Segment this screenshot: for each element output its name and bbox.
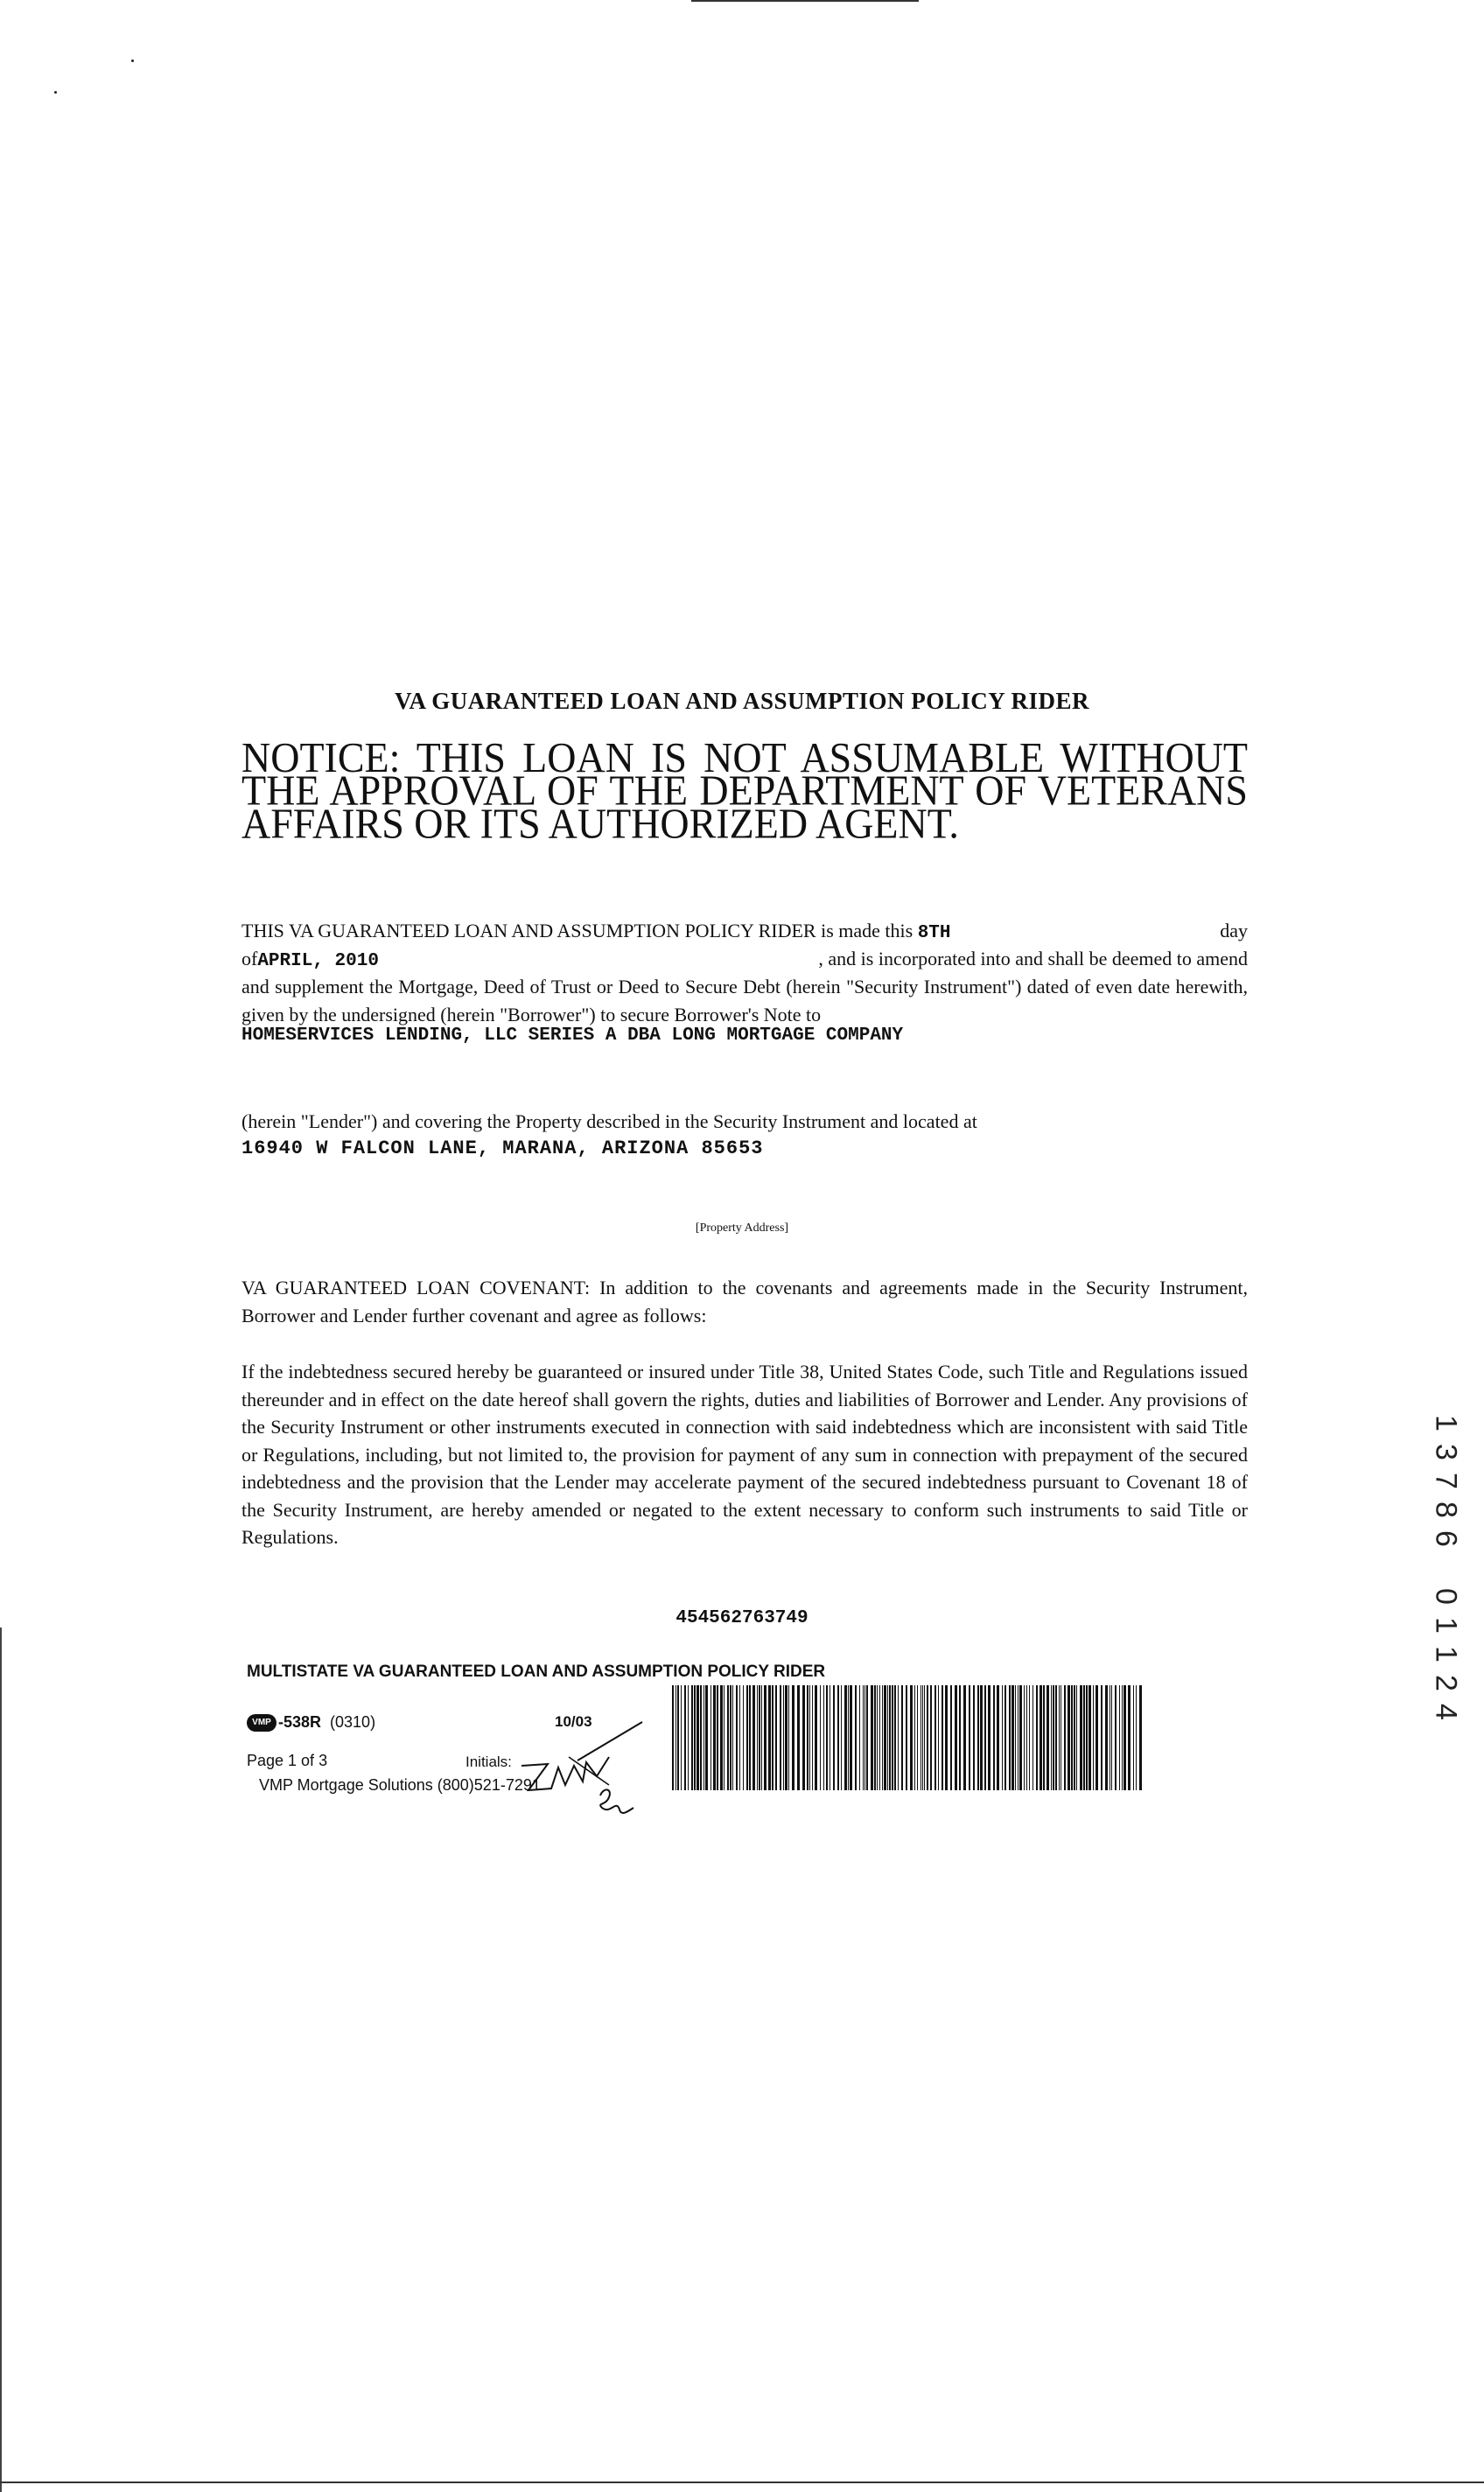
side-stamp-digit: 8 <box>1429 1502 1463 1518</box>
barcode-bar <box>877 1685 878 1790</box>
barcode-bar <box>1051 1685 1052 1790</box>
initials-label: Initials: <box>466 1754 512 1770</box>
barcode-bar <box>1136 1685 1137 1790</box>
barcode-bar <box>772 1685 774 1790</box>
barcode-bar <box>1053 1685 1054 1790</box>
barcode-bar <box>884 1685 886 1790</box>
barcode-bar <box>1009 1685 1011 1790</box>
barcode-bar <box>710 1685 711 1790</box>
date-value: APRIL, 2010 <box>257 951 379 971</box>
barcode-bar <box>863 1685 864 1790</box>
side-stamp-number <box>1428 1409 1463 1726</box>
barcode-bar <box>1064 1685 1066 1790</box>
barcode-bar <box>677 1685 679 1790</box>
barcode-bar <box>1040 1685 1042 1790</box>
barcode-bar <box>914 1685 915 1790</box>
form-revision: 10/03 <box>555 1713 592 1730</box>
barcode-bar <box>1096 1685 1098 1790</box>
barcode-bar <box>959 1685 961 1790</box>
barcode-bar <box>1036 1685 1038 1790</box>
barcode-bar <box>977 1685 979 1790</box>
barcode-bar <box>1105 1685 1108 1790</box>
barcode-bar <box>732 1685 733 1790</box>
barcode-bar <box>746 1685 748 1790</box>
intro-rest: , and is incorporated into and shall be deemed to amend <box>818 948 1248 970</box>
barcode-bar <box>882 1685 883 1790</box>
barcode-bar <box>1029 1685 1030 1790</box>
barcode-bar <box>1133 1685 1134 1790</box>
barcode-bar <box>837 1685 839 1790</box>
barcode-bar <box>892 1685 893 1790</box>
barcode-bar <box>759 1685 760 1790</box>
barcode-bar <box>672 1685 674 1790</box>
side-stamp-digit: 6 <box>1429 1530 1463 1547</box>
barcode-bar <box>1111 1685 1112 1790</box>
barcode <box>672 1685 1144 1790</box>
barcode-bar <box>993 1685 995 1790</box>
barcode-bar <box>997 1685 999 1790</box>
barcode-bar <box>942 1685 943 1790</box>
barcode-bar <box>924 1685 925 1790</box>
barcode-bar <box>1093 1685 1094 1790</box>
barcode-bar <box>807 1685 808 1790</box>
barcode-bar <box>841 1685 842 1790</box>
barcode-bar <box>757 1685 758 1790</box>
day-word: day <box>1220 920 1248 942</box>
barcode-bar <box>894 1685 896 1790</box>
barcode-bar <box>749 1685 751 1790</box>
form-title: MULTISTATE VA GUARANTEED LOAN AND ASSUMPTION POLICY RIDER <box>247 1662 826 1681</box>
barcode-bar <box>1043 1685 1045 1790</box>
barcode-bar <box>955 1685 957 1790</box>
barcode-bar <box>684 1685 686 1790</box>
barcode-bar <box>736 1685 738 1790</box>
barcode-bar <box>743 1685 744 1790</box>
barcode-bar <box>812 1685 813 1790</box>
barcode-bar <box>864 1685 865 1790</box>
barcode-bar <box>783 1685 784 1790</box>
barcode-bar <box>1076 1685 1077 1790</box>
barcode-bar <box>920 1685 921 1790</box>
of-word: of <box>242 948 258 970</box>
property-address-caption: [Property Address] <box>695 1222 789 1235</box>
barcode-bar <box>694 1685 696 1790</box>
intro-line-2 <box>242 945 1248 973</box>
form-id-row <box>247 1713 375 1732</box>
barcode-bar <box>713 1685 716 1790</box>
barcode-bar <box>681 1685 682 1790</box>
barcode-bar <box>780 1685 781 1790</box>
barcode-bar <box>691 1685 693 1790</box>
barcode-bar <box>802 1685 805 1790</box>
side-stamp-digit: 1 <box>1429 1415 1463 1432</box>
barcode-bar <box>820 1685 821 1790</box>
barcode-bar <box>906 1685 907 1790</box>
barcode-bar <box>1139 1685 1142 1790</box>
barcode-bar <box>826 1685 828 1790</box>
barcode-bar <box>1071 1685 1073 1790</box>
form-number: -538R <box>278 1713 322 1731</box>
barcode-bar <box>855 1685 857 1790</box>
barcode-bar <box>1015 1685 1016 1790</box>
barcode-bar <box>859 1685 860 1790</box>
page-number: Page 1 of 3 <box>247 1752 328 1769</box>
barcode-bar <box>866 1685 868 1790</box>
barcode-bar <box>1086 1685 1088 1790</box>
barcode-bar <box>1024 1685 1025 1790</box>
barcode-bar <box>980 1685 983 1790</box>
barcode-bar <box>768 1685 771 1790</box>
scan-edge-line <box>691 0 919 2</box>
barcode-bar <box>898 1685 899 1790</box>
barcode-bar <box>809 1685 810 1790</box>
barcode-bar <box>788 1685 789 1790</box>
barcode-bar <box>785 1685 788 1790</box>
barcode-bar <box>889 1685 891 1790</box>
side-stamp-digit: 0 <box>1429 1588 1463 1605</box>
barcode-bar <box>1012 1685 1014 1790</box>
barcode-bar <box>1046 1685 1049 1790</box>
side-stamp-digit: 1 <box>1429 1646 1463 1662</box>
barcode-bar <box>815 1685 817 1790</box>
side-stamp-digit: 7 <box>1429 1473 1463 1489</box>
barcode-bar <box>1080 1685 1082 1790</box>
barcode-bar <box>797 1685 800 1790</box>
barcode-bar <box>688 1685 689 1790</box>
barcode-bar <box>950 1685 952 1790</box>
barcode-bar <box>764 1685 766 1790</box>
barcode-bar <box>844 1685 847 1790</box>
barcode-bar <box>1088 1685 1091 1790</box>
barcode-bar <box>1032 1685 1033 1790</box>
barcode-bar <box>927 1685 928 1790</box>
barcode-bar <box>922 1685 923 1790</box>
barcode-bar <box>879 1685 880 1790</box>
barcode-bar <box>874 1685 876 1790</box>
property-address: 16940 W FALCON LANE, MARANA, ARIZONA 85653 <box>242 1138 764 1159</box>
barcode-bar <box>1019 1685 1022 1790</box>
barcode-bar <box>1068 1685 1070 1790</box>
barcode-bar <box>1002 1685 1003 1790</box>
barcode-bar <box>910 1685 913 1790</box>
barcode-bar <box>984 1685 986 1790</box>
barcode-bar <box>727 1685 729 1790</box>
barcode-bar <box>973 1685 975 1790</box>
scan-speck <box>54 91 57 94</box>
barcode-bar <box>730 1685 732 1790</box>
barcode-bar <box>938 1685 939 1790</box>
side-stamp-digit: 4 <box>1429 1704 1463 1720</box>
barcode-bar <box>1128 1685 1130 1790</box>
scan-left-edge <box>0 1628 2 2492</box>
barcode-bar <box>917 1685 918 1790</box>
barcode-bar <box>1059 1685 1060 1790</box>
herein-lender: (herein "Lender") and covering the Property described in the Security Instrument and located at <box>242 1110 977 1132</box>
scan-speck <box>131 60 134 62</box>
vmp-logo: VMP <box>247 1714 276 1732</box>
vendor-line: VMP Mortgage Solutions (800)521-7291 <box>259 1776 541 1794</box>
barcode-bar <box>752 1685 755 1790</box>
barcode-bar <box>833 1685 835 1790</box>
barcode-bar <box>1004 1685 1006 1790</box>
barcode-bar <box>934 1685 936 1790</box>
intro-line-1 <box>242 917 1248 945</box>
handwritten-initials <box>513 1712 670 1825</box>
barcode-bar <box>871 1685 873 1790</box>
loan-number: 454562763749 <box>676 1608 808 1628</box>
assumption-notice: NOTICE: THIS LOAN IS NOT ASSUMABLE WITHOUT THE APPROVAL OF THE DEPARTMENT OF VETERANS AFFAIRS OR ITS AUTHORIZED AGENT. <box>242 733 1248 848</box>
barcode-bar <box>945 1685 948 1790</box>
barcode-bar <box>1060 1685 1061 1790</box>
barcode-bar <box>696 1685 699 1790</box>
barcode-bar <box>850 1685 852 1790</box>
barcode-bar <box>1101 1685 1102 1790</box>
barcode-bar <box>739 1685 740 1790</box>
side-stamp-digit: 3 <box>1429 1444 1463 1460</box>
document-title: VA GUARANTEED LOAN AND ASSUMPTION POLICY RIDER <box>394 688 1090 714</box>
barcode-bar <box>988 1685 990 1790</box>
scan-bottom-edge <box>0 2482 1484 2483</box>
barcode-bar <box>1074 1685 1075 1790</box>
barcode-bar <box>1026 1685 1027 1790</box>
side-stamp-digit: 2 <box>1429 1675 1463 1691</box>
barcode-bar <box>1124 1685 1126 1790</box>
covenant-heading: VA GUARANTEED LOAN COVENANT: In addition to the covenants and agreements made in the Security Instrument, Borrower and Lender further covenant and agree as follows: <box>242 1277 1248 1326</box>
barcode-bar <box>717 1685 718 1790</box>
barcode-bar <box>761 1685 762 1790</box>
barcode-bar <box>1115 1685 1116 1790</box>
barcode-bar <box>1083 1685 1085 1790</box>
intro-text: THIS VA GUARANTEED LOAN AND ASSUMPTION POLICY RIDER is made this <box>242 920 914 942</box>
form-code: (0310) <box>330 1713 376 1731</box>
barcode-bar <box>775 1685 777 1790</box>
barcode-bar <box>848 1685 849 1790</box>
barcode-bar <box>963 1685 966 1790</box>
rider-intro <box>242 917 1248 1029</box>
covenant-body: If the indebtedness secured hereby be guaranteed or insured under Title 38, United States Code, such Title and Regulations issued thereunder and in effect on the date hereof shall govern the rights, duties and liabilities of Borrower and Lender. Any provisions of the Security Instrument or other instruments executed in connection with said indebtedness which are inconsistent with said Title or Regulations, including, but not limited to, the provision for payment of any sum in connection with prepayment of the secured indebtedness and the provision that the Lender may accelerate payment of the secured indebtedness pursuant to Covenant 18 of the Security Instrument, are hereby amended or negated to the extent necessary to conform such instruments to said Title or Regulations. <box>242 1361 1248 1548</box>
day-value: 8TH <box>917 923 951 943</box>
intro-continuation: and supplement the Mortgage, Deed of Trust or Deed to Secure Debt (herein "Security Instrument") dated of even date herewith, given by the undersigned (herein "Borrower") to secure Borrower's Note to <box>242 976 1248 1026</box>
barcode-bar <box>930 1685 932 1790</box>
barcode-bar <box>720 1685 723 1790</box>
barcode-bar <box>901 1685 903 1790</box>
barcode-bar <box>705 1685 708 1790</box>
barcode-bar <box>1119 1685 1120 1790</box>
barcode-bar <box>887 1685 888 1790</box>
side-stamp-digit: 1 <box>1429 1617 1463 1634</box>
barcode-bar <box>823 1685 824 1790</box>
barcode-bar <box>969 1685 970 1790</box>
barcode-bar <box>792 1685 794 1790</box>
barcode-bar <box>700 1685 702 1790</box>
lender-name: HOMESERVICES LENDING, LLC SERIES A DBA LONG MORTGAGE COMPANY <box>242 1026 904 1046</box>
barcode-bar <box>1055 1685 1057 1790</box>
barcode-bar <box>1122 1685 1123 1790</box>
